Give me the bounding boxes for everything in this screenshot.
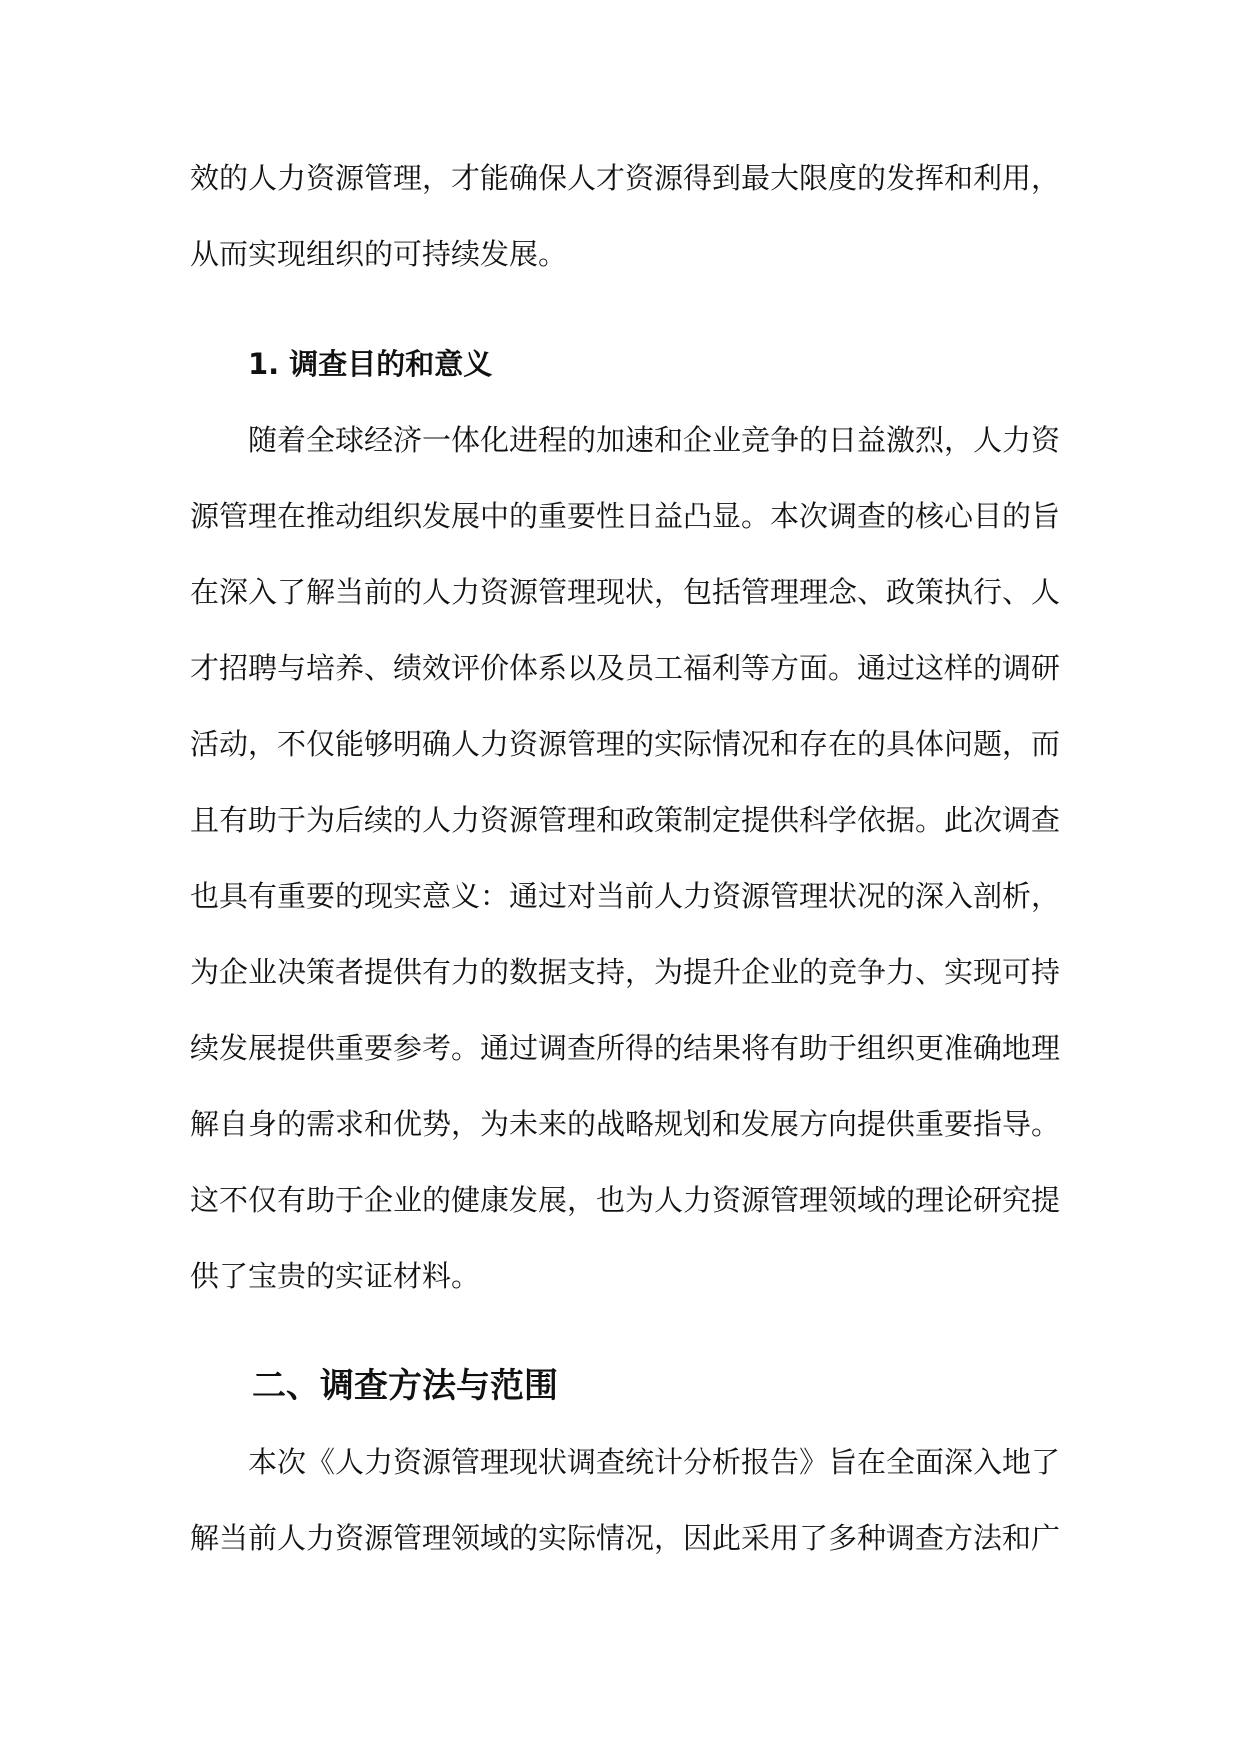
subsection-heading: 1. 调查目的和意义 [248, 347, 493, 381]
paragraph-line: 解当前人力资源管理领域的实际情况，因此采用了多种调查方法和广 [190, 1521, 1061, 1555]
paragraph-line: 在深入了解当前的人力资源管理现状，包括管理理念、政策执行、人 [190, 575, 1061, 609]
paragraph-line: 解自身的需求和优势，为未来的战略规划和发展方向提供重要指导。 [190, 1107, 1061, 1141]
paragraph-line: 才招聘与培养、绩效评价体系以及员工福利等方面。通过这样的调研 [190, 651, 1061, 685]
paragraph-line: 本次《人力资源管理现状调查统计分析报告》旨在全面深入地了 [248, 1445, 1061, 1479]
paragraph-line: 且有助于为后续的人力资源管理和政策制定提供科学依据。此次调查 [190, 803, 1061, 837]
paragraph-line: 从而实现组织的可持续发展。 [190, 237, 568, 271]
section-heading: 二、调查方法与范围 [252, 1366, 558, 1406]
paragraph-line: 随着全球经济一体化进程的加速和企业竞争的日益激烈，人力资 [248, 423, 1061, 457]
paragraph-line: 为企业决策者提供有力的数据支持，为提升企业的竞争力、实现可持 [190, 955, 1061, 989]
paragraph-line: 供了宝贵的实证材料。 [190, 1259, 481, 1293]
paragraph-line: 续发展提供重要参考。通过调查所得的结果将有助于组织更准确地理 [190, 1031, 1061, 1065]
paragraph-line: 也具有重要的现实意义：通过对当前人力资源管理状况的深入剖析， [190, 879, 1061, 913]
paragraph-line: 活动，不仅能够明确人力资源管理的实际情况和存在的具体问题，而 [190, 727, 1061, 761]
paragraph-line: 这不仅有助于企业的健康发展，也为人力资源管理领域的理论研究提 [190, 1183, 1061, 1217]
document-body [190, 140, 1060, 1576]
paragraph-line: 源管理在推动组织发展中的重要性日益凸显。本次调查的核心目的旨 [190, 499, 1061, 533]
paragraph-line: 效的人力资源管理，才能确保人才资源得到最大限度的发挥和利用， [190, 161, 1061, 195]
